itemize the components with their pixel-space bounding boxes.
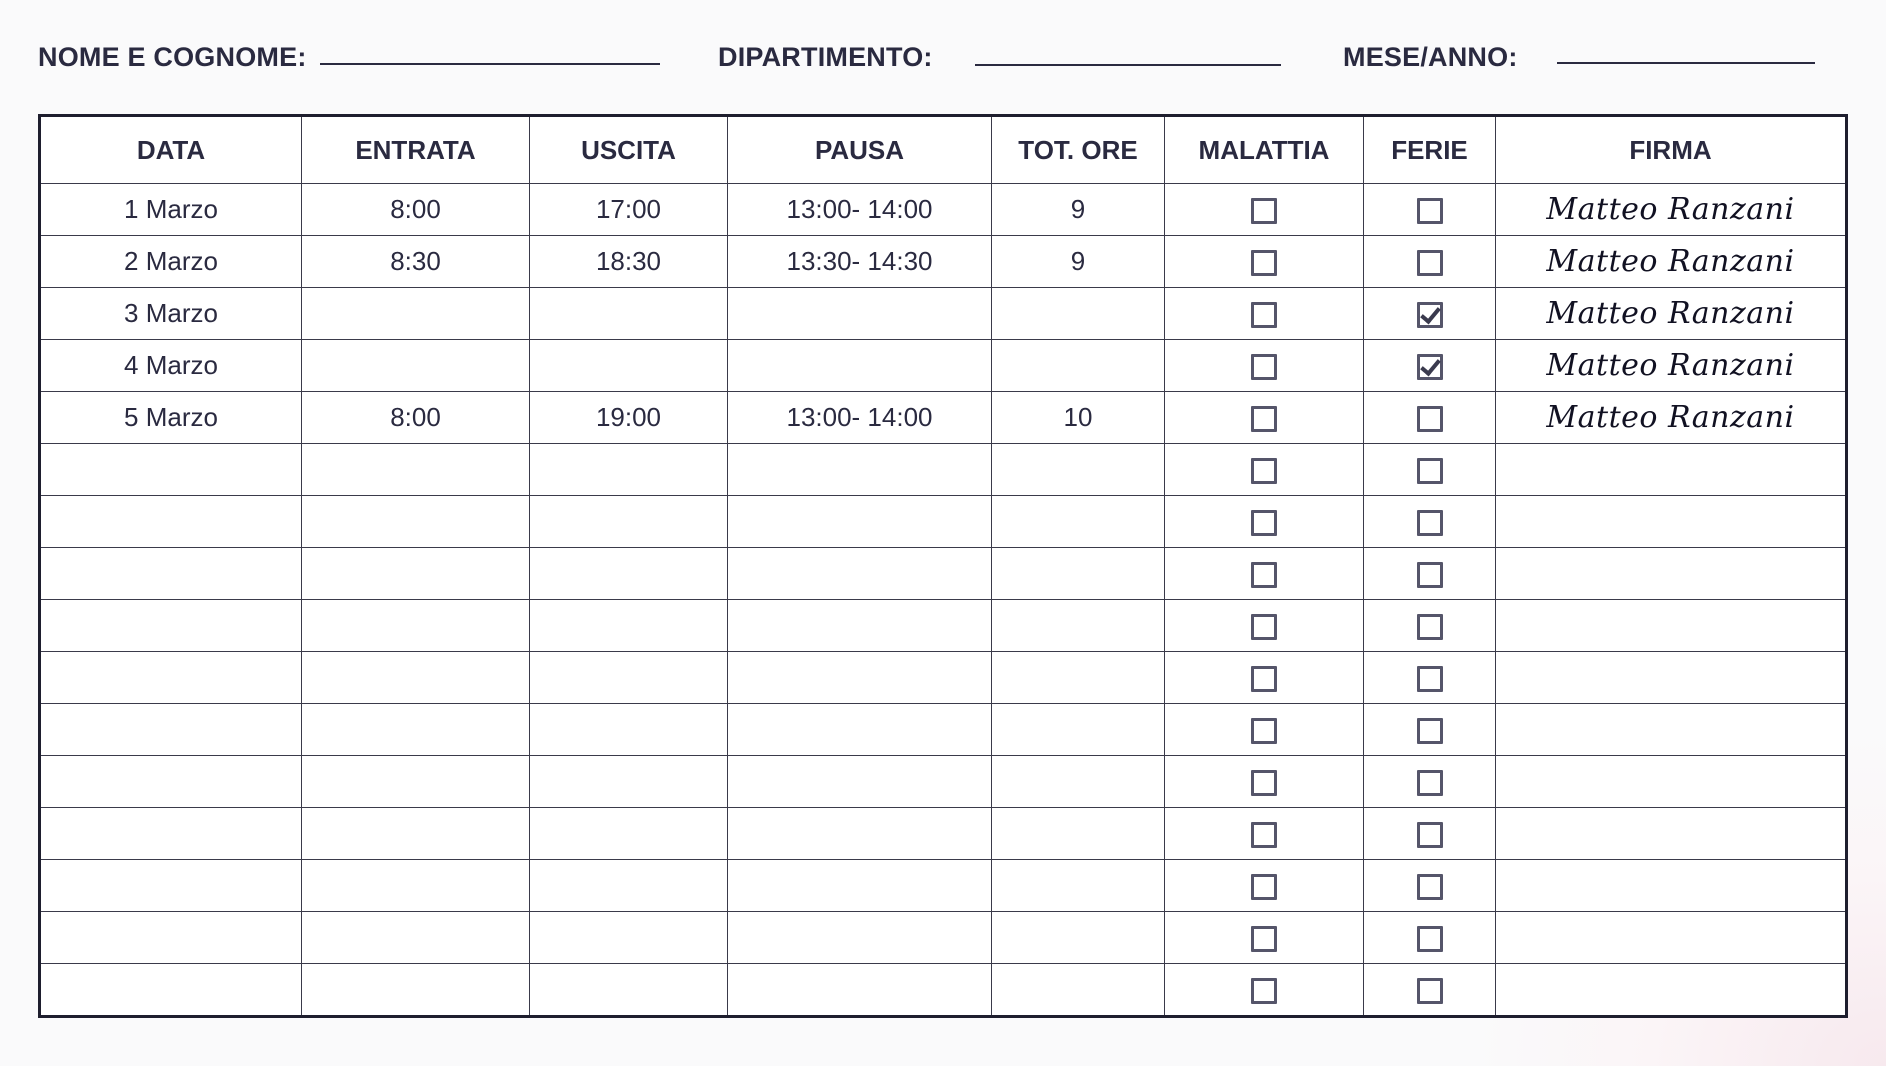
column-header-malattia: MALATTIA [1165,116,1364,184]
sick-leave-checkbox[interactable] [1251,770,1277,796]
column-header-uscita: USCITA [530,116,728,184]
date-cell[interactable]: 5 Marzo [40,392,302,444]
break-cell[interactable] [728,808,992,860]
column-header-pausa: PAUSA [728,116,992,184]
table-row [40,184,1847,236]
table-row [40,288,1847,340]
vacation-cell [1364,392,1496,444]
entry-time-cell[interactable] [302,340,530,392]
table-row [40,548,1847,600]
break-cell[interactable]: 13:30- 14:30 [728,236,992,288]
month-year-label: MESE/ANNO: [1343,42,1518,72]
total-hours-cell[interactable]: 10 [992,392,1165,444]
vacation-cell [1364,704,1496,756]
break-cell[interactable] [728,756,992,808]
table-row [40,340,1847,392]
total-hours-cell[interactable] [992,600,1165,652]
vacation-checkbox[interactable] [1417,822,1443,848]
month-year-field-line[interactable] [1557,62,1815,64]
signature: Matteo Ranzani [1546,192,1795,227]
sick-leave-checkbox[interactable] [1251,666,1277,692]
department-label: DIPARTIMENTO: [718,42,933,72]
sick-leave-cell [1165,652,1364,704]
total-hours-cell[interactable]: 9 [992,184,1165,236]
break-cell[interactable] [728,964,992,1017]
signature: Matteo Ranzani [1546,400,1795,435]
total-hours-cell[interactable]: 9 [992,236,1165,288]
signature-cell[interactable] [1496,444,1847,496]
sick-leave-checkbox[interactable] [1251,978,1277,1004]
entry-time-cell[interactable] [302,496,530,548]
table-body [40,184,1847,1017]
exit-time-cell[interactable]: 17:00 [530,184,728,236]
sick-leave-cell [1165,548,1364,600]
sick-leave-cell [1165,756,1364,808]
exit-time-cell[interactable] [530,548,728,600]
sick-leave-cell [1165,808,1364,860]
table-row [40,236,1847,288]
vacation-cell [1364,184,1496,236]
entry-time-cell[interactable] [302,288,530,340]
entry-time-cell[interactable] [302,860,530,912]
signature-cell[interactable] [1496,704,1847,756]
sick-leave-checkbox[interactable] [1251,458,1277,484]
vacation-cell [1364,600,1496,652]
date-cell[interactable]: 2 Marzo [40,236,302,288]
signature-cell[interactable] [1496,860,1847,912]
signature-cell[interactable] [1496,496,1847,548]
sick-leave-cell [1165,184,1364,236]
table-row [40,496,1847,548]
total-hours-cell[interactable] [992,964,1165,1017]
table-row [40,704,1847,756]
signature-cell[interactable] [1496,652,1847,704]
vacation-cell [1364,444,1496,496]
table-row [40,444,1847,496]
vacation-cell [1364,860,1496,912]
vacation-checkbox[interactable] [1417,458,1443,484]
date-cell[interactable]: 1 Marzo [40,184,302,236]
break-cell[interactable] [728,652,992,704]
break-cell[interactable] [728,912,992,964]
entry-time-cell[interactable]: 8:30 [302,236,530,288]
break-cell[interactable] [728,548,992,600]
break-cell[interactable] [728,496,992,548]
column-header-ferie: FERIE [1364,116,1496,184]
signature-cell[interactable] [1496,392,1847,444]
date-cell[interactable] [40,496,302,548]
date-cell[interactable] [40,808,302,860]
name-field-line[interactable] [320,63,660,65]
date-cell[interactable]: 4 Marzo [40,340,302,392]
signature-cell[interactable] [1496,288,1847,340]
vacation-checkbox[interactable] [1417,770,1443,796]
signature-cell[interactable] [1496,808,1847,860]
sick-leave-checkbox[interactable] [1251,614,1277,640]
exit-time-cell[interactable] [530,860,728,912]
exit-time-cell[interactable] [530,600,728,652]
total-hours-cell[interactable] [992,860,1165,912]
vacation-checkbox[interactable] [1417,198,1443,224]
vacation-cell [1364,548,1496,600]
entry-time-cell[interactable] [302,444,530,496]
exit-time-cell[interactable] [530,288,728,340]
exit-time-cell[interactable] [530,444,728,496]
sick-leave-cell [1165,392,1364,444]
vacation-cell [1364,912,1496,964]
sick-leave-cell [1165,704,1364,756]
break-cell[interactable] [728,340,992,392]
exit-time-cell[interactable]: 19:00 [530,392,728,444]
table-row [40,964,1847,1017]
sick-leave-cell [1165,964,1364,1017]
entry-time-cell[interactable] [302,704,530,756]
name-label: NOME E COGNOME: [38,42,307,72]
sick-leave-cell [1165,340,1364,392]
date-cell[interactable] [40,860,302,912]
date-cell[interactable]: 3 Marzo [40,288,302,340]
signature-cell[interactable] [1496,756,1847,808]
sick-leave-cell [1165,444,1364,496]
signature-cell[interactable] [1496,548,1847,600]
sick-leave-checkbox[interactable] [1251,198,1277,224]
signature-cell[interactable] [1496,912,1847,964]
table-header-row [40,116,1847,184]
table-row [40,808,1847,860]
sick-leave-checkbox[interactable] [1251,562,1277,588]
signature-cell[interactable] [1496,600,1847,652]
vacation-cell [1364,340,1496,392]
sick-leave-checkbox[interactable] [1251,822,1277,848]
vacation-checkbox[interactable] [1417,510,1443,536]
vacation-checkbox[interactable] [1417,354,1443,380]
date-cell[interactable] [40,600,302,652]
vacation-cell [1364,236,1496,288]
vacation-cell [1364,808,1496,860]
break-cell[interactable]: 13:00- 14:00 [728,184,992,236]
total-hours-cell[interactable] [992,444,1165,496]
total-hours-cell[interactable] [992,340,1165,392]
entry-time-cell[interactable] [302,652,530,704]
sick-leave-cell [1165,496,1364,548]
vacation-cell [1364,964,1496,1017]
vacation-checkbox[interactable] [1417,718,1443,744]
date-cell[interactable] [40,548,302,600]
sick-leave-cell [1165,288,1364,340]
break-cell[interactable] [728,288,992,340]
entry-time-cell[interactable] [302,808,530,860]
total-hours-cell[interactable] [992,548,1165,600]
total-hours-cell[interactable] [992,808,1165,860]
exit-time-cell[interactable] [530,652,728,704]
date-cell[interactable] [40,964,302,1017]
entry-time-cell[interactable]: 8:00 [302,392,530,444]
exit-time-cell[interactable] [530,756,728,808]
sick-leave-checkbox[interactable] [1251,406,1277,432]
sick-leave-checkbox[interactable] [1251,874,1277,900]
sick-leave-checkbox[interactable] [1251,510,1277,536]
sick-leave-cell [1165,600,1364,652]
vacation-checkbox[interactable] [1417,250,1443,276]
form-header [0,0,1886,110]
department-field-line[interactable] [975,64,1281,66]
date-cell[interactable] [40,756,302,808]
sick-leave-checkbox[interactable] [1251,718,1277,744]
exit-time-cell[interactable] [530,912,728,964]
vacation-checkbox[interactable] [1417,666,1443,692]
exit-time-cell[interactable] [530,704,728,756]
signature: Matteo Ranzani [1546,296,1795,331]
exit-time-cell[interactable]: 18:30 [530,236,728,288]
sick-leave-cell [1165,236,1364,288]
column-header-data: DATA [40,116,302,184]
vacation-checkbox[interactable] [1417,562,1443,588]
vacation-checkbox[interactable] [1417,406,1443,432]
column-header-entrata: ENTRATA [302,116,530,184]
date-cell[interactable] [40,912,302,964]
date-cell[interactable] [40,444,302,496]
table-row [40,652,1847,704]
table-row [40,600,1847,652]
sick-leave-cell [1165,912,1364,964]
break-cell[interactable] [728,704,992,756]
exit-time-cell[interactable] [530,808,728,860]
timesheet-table [38,114,1848,1018]
signature-cell[interactable] [1496,236,1847,288]
total-hours-cell[interactable] [992,912,1165,964]
signature: Matteo Ranzani [1546,348,1795,383]
sick-leave-checkbox[interactable] [1251,250,1277,276]
vacation-checkbox[interactable] [1417,302,1443,328]
entry-time-cell[interactable] [302,756,530,808]
total-hours-cell[interactable] [992,704,1165,756]
date-cell[interactable] [40,704,302,756]
vacation-checkbox[interactable] [1417,874,1443,900]
sick-leave-checkbox[interactable] [1251,926,1277,952]
signature: Matteo Ranzani [1546,244,1795,279]
vacation-cell [1364,288,1496,340]
signature-cell[interactable] [1496,340,1847,392]
table-row [40,912,1847,964]
column-header-tot-ore: TOT. ORE [992,116,1165,184]
exit-time-cell[interactable] [530,340,728,392]
vacation-cell [1364,756,1496,808]
vacation-checkbox[interactable] [1417,978,1443,1004]
table-row [40,756,1847,808]
exit-time-cell[interactable] [530,496,728,548]
break-cell[interactable] [728,860,992,912]
total-hours-cell[interactable] [992,652,1165,704]
table-row [40,860,1847,912]
sick-leave-cell [1165,860,1364,912]
signature-cell[interactable] [1496,964,1847,1017]
total-hours-cell[interactable] [992,496,1165,548]
sick-leave-checkbox[interactable] [1251,302,1277,328]
total-hours-cell[interactable] [992,288,1165,340]
entry-time-cell[interactable] [302,548,530,600]
table-row [40,392,1847,444]
entry-time-cell[interactable] [302,964,530,1017]
exit-time-cell[interactable] [530,964,728,1017]
vacation-checkbox[interactable] [1417,926,1443,952]
column-header-firma: FIRMA [1496,116,1847,184]
vacation-checkbox[interactable] [1417,614,1443,640]
entry-time-cell[interactable] [302,600,530,652]
date-cell[interactable] [40,652,302,704]
signature-cell[interactable] [1496,184,1847,236]
total-hours-cell[interactable] [992,756,1165,808]
entry-time-cell[interactable]: 8:00 [302,184,530,236]
break-cell[interactable]: 13:00- 14:00 [728,392,992,444]
break-cell[interactable] [728,600,992,652]
vacation-cell [1364,496,1496,548]
sick-leave-checkbox[interactable] [1251,354,1277,380]
break-cell[interactable] [728,444,992,496]
vacation-cell [1364,652,1496,704]
entry-time-cell[interactable] [302,912,530,964]
